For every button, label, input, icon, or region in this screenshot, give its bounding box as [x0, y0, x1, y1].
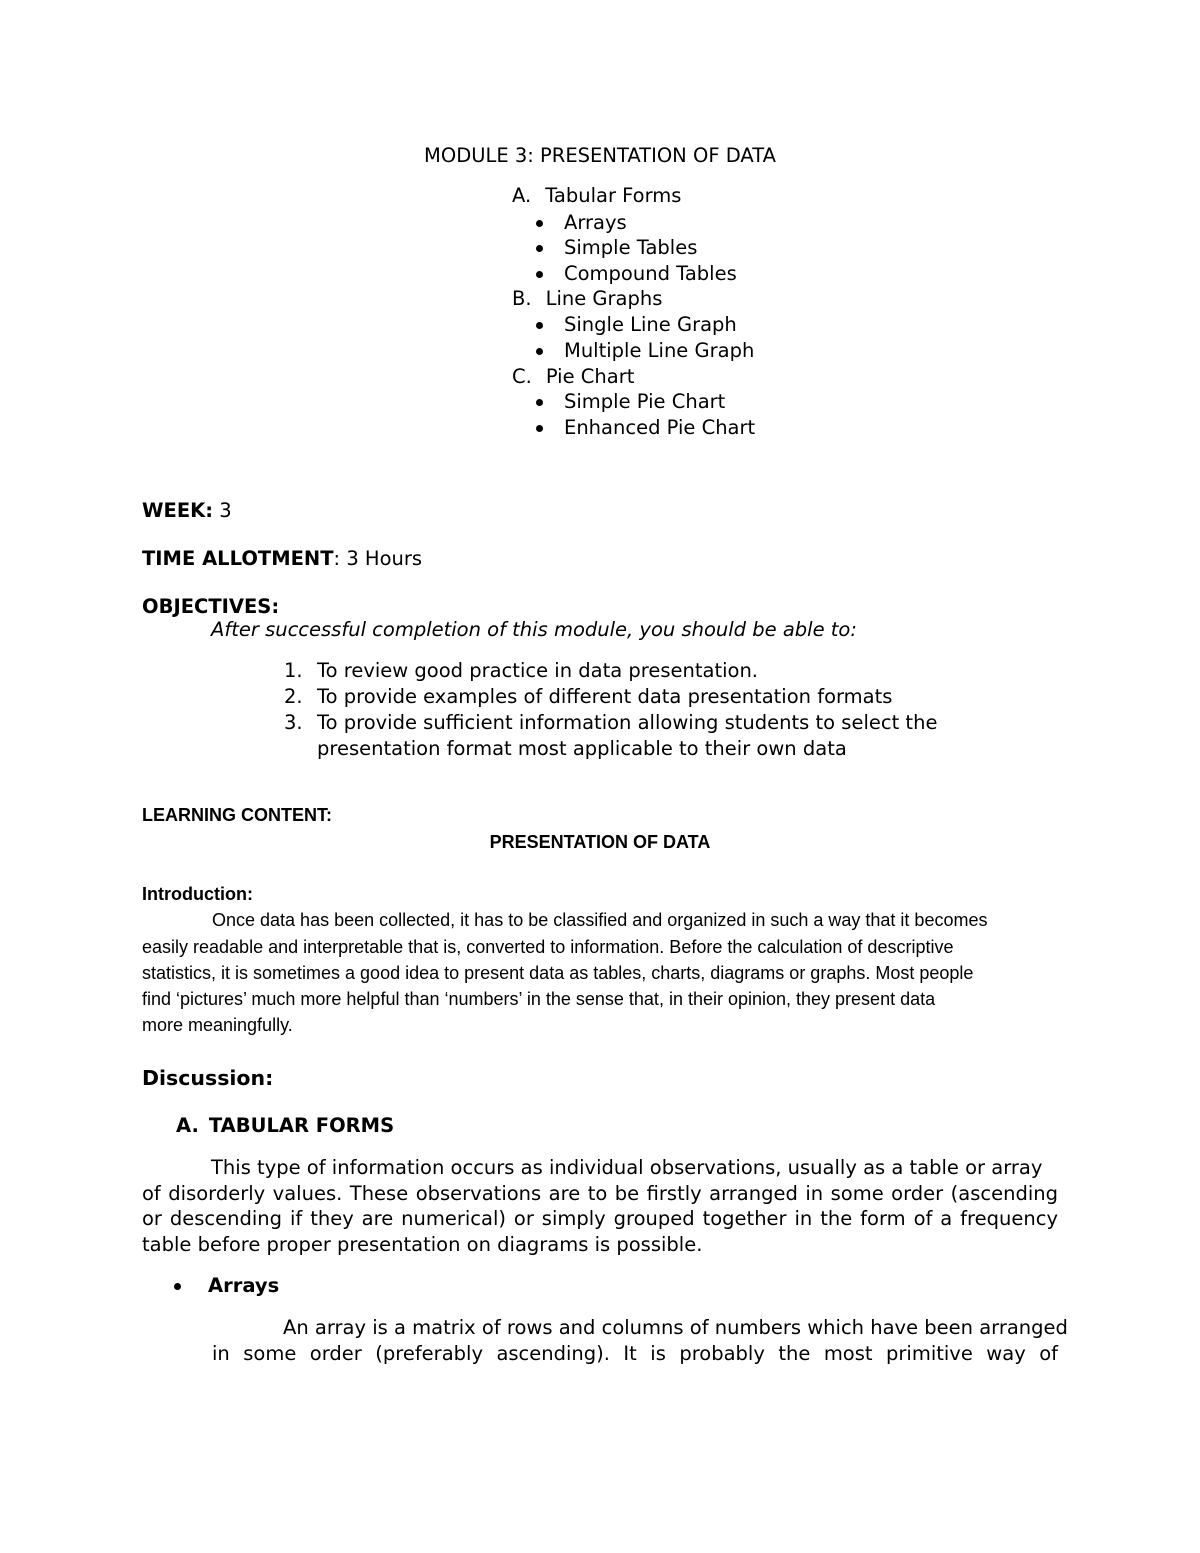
week-label: WEEK:: [142, 499, 214, 522]
learning-content-label: LEARNING CONTENT:: [142, 805, 332, 825]
outline-item: Single Line Graph: [536, 313, 737, 336]
intro-line: Once data has been collected, it has to be classified and organized in such a way that it becomes: [212, 910, 988, 930]
para-line: table before proper presentation on diagrams is possible.: [142, 1233, 703, 1256]
section-letter: A.: [176, 1114, 199, 1137]
bullet-icon: [536, 271, 543, 278]
intro-line: find ‘pictures’ much more helpful than ‘numbers’ in the sense that, in their opinion, they present data: [142, 989, 936, 1009]
objective-text: To provide sufficient information allowing students to select the: [317, 711, 938, 734]
para-line: This type of information occurs as individual observations, usually as a table or array: [211, 1156, 1043, 1179]
week-value: 3: [219, 499, 232, 522]
discussion-label: Discussion:: [142, 1066, 274, 1090]
objective-num: 3.: [284, 711, 303, 734]
objective-text: presentation format most applicable to their own data: [317, 737, 847, 760]
bullet-icon: [536, 322, 543, 329]
outline-item: Multiple Line Graph: [536, 339, 754, 362]
outline-section-c: [512, 365, 634, 388]
bullet-icon: [536, 399, 543, 406]
objective-num: 2.: [284, 685, 303, 708]
outline-section-b: [512, 287, 662, 310]
bullet-icon: [536, 220, 543, 227]
outline-item: Compound Tables: [536, 262, 737, 285]
bullet-icon: [536, 348, 543, 355]
intro-line: easily readable and interpretable that is, converted to information. Before the calculation of descriptive: [142, 937, 954, 957]
introduction-label: Introduction:: [142, 884, 253, 904]
outline-item: Simple Tables: [536, 236, 697, 259]
outline-item: Enhanced Pie Chart: [536, 416, 755, 439]
outline-title: Tabular Forms: [545, 184, 682, 207]
objective-num: 1.: [284, 659, 303, 682]
module-title: MODULE 3: PRESENTATION OF DATA: [424, 144, 776, 167]
time-allotment-label: TIME ALLOTMENT: [142, 547, 334, 570]
time-allotment-value: 3 Hours: [346, 547, 423, 570]
objectives-label: OBJECTIVES:: [142, 595, 280, 618]
para-line: or descending if they are numerical) or simply grouped together in the form of a frequency: [142, 1207, 1058, 1230]
outline-title: Pie Chart: [545, 365, 635, 388]
arrays-line: in some order (preferably ascending). It is probably the most primitive way of: [212, 1342, 1058, 1365]
arrays-line: An array is a matrix of rows and columns of numbers which have been arranged: [283, 1316, 1068, 1339]
intro-line: more meaningfully.: [142, 1015, 293, 1035]
objectives-intro: After successful completion of this module, you should be able to:: [211, 618, 857, 641]
section-title: TABULAR FORMS: [208, 1114, 395, 1137]
bullet-icon: [536, 425, 543, 432]
outline-item: Simple Pie Chart: [536, 390, 725, 413]
section-heading: [176, 1114, 394, 1137]
outline-item: Arrays: [536, 211, 627, 234]
outline-letter: C.: [512, 365, 532, 388]
para-line: of disorderly values. These observations are to be firstly arranged in some order (ascending: [142, 1182, 1058, 1205]
week-line: [142, 499, 232, 522]
outline-title: Line Graphs: [545, 287, 663, 310]
objective-text: To review good practice in data presentation.: [317, 659, 758, 682]
time-allotment-line: TIME ALLOTMENT: 3 Hours: [142, 547, 423, 570]
outline-letter: B.: [512, 287, 532, 310]
bullet-icon: [536, 245, 543, 252]
bullet-icon: [174, 1283, 181, 1290]
outline-letter: A.: [512, 184, 532, 207]
arrays-heading: [174, 1274, 279, 1297]
intro-line: statistics, it is sometimes a good idea to present data as tables, charts, diagrams or graphs. Most people: [142, 963, 974, 983]
arrays-label: Arrays: [208, 1274, 280, 1297]
objective-text: To provide examples of different data presentation formats: [317, 685, 893, 708]
learning-content-title: PRESENTATION OF DATA: [489, 832, 711, 852]
outline-section-a: [512, 184, 681, 207]
